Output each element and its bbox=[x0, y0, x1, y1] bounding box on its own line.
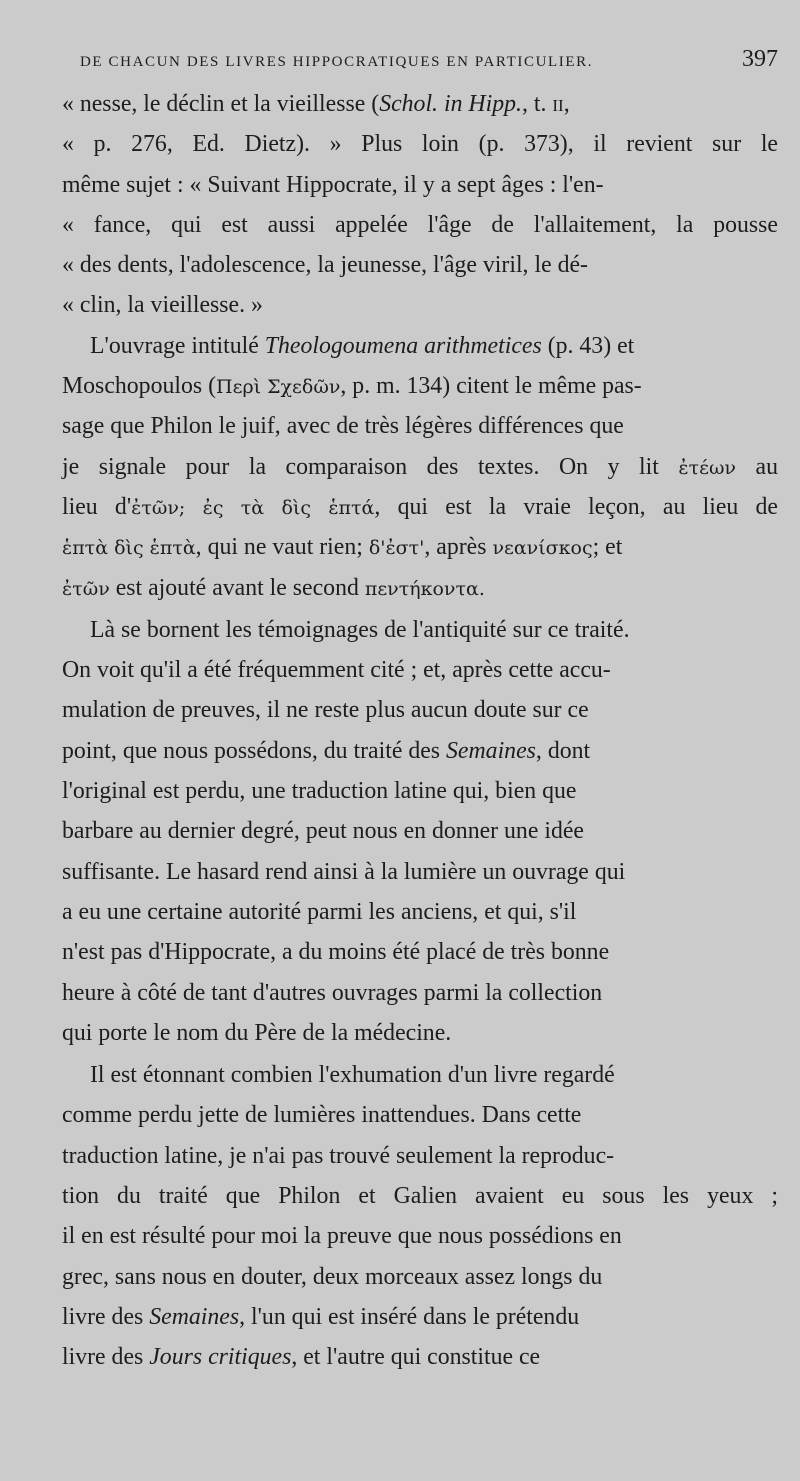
text-line bbox=[62, 1136, 778, 1176]
text-segment: a eu une certaine autorité parmi les anciens, et qui, s'il bbox=[62, 898, 577, 925]
body-text bbox=[62, 84, 778, 1378]
text-line bbox=[62, 852, 778, 892]
text-segment: , après bbox=[424, 534, 487, 561]
text-line bbox=[62, 1176, 778, 1216]
text-line bbox=[62, 487, 778, 527]
text-segment: , l'un qui est inséré dans le prétendu bbox=[239, 1303, 580, 1330]
greek-text: νεανίσκος bbox=[492, 537, 593, 560]
text-line bbox=[62, 932, 778, 972]
italic-title: Schol. in Hipp. bbox=[379, 91, 522, 117]
text-line bbox=[62, 650, 778, 690]
text-segment: comme perdu jette de lumières inattendues. Dans cette bbox=[62, 1102, 582, 1129]
text-segment: sage que Philon le juif, avec de très légères différences que bbox=[62, 413, 624, 440]
greek-text: ἑπτὰ δὶς ἑπτὰ bbox=[62, 537, 196, 560]
text-line bbox=[62, 1297, 778, 1337]
roman-numeral: II bbox=[552, 96, 564, 115]
text-line bbox=[62, 1055, 778, 1095]
text-segment: Moschopoulos ( bbox=[62, 373, 217, 400]
italic-title: Semaines bbox=[149, 1303, 240, 1330]
text-segment: livre des bbox=[62, 1344, 144, 1371]
text-segment: livre des bbox=[62, 1303, 144, 1330]
text-segment: est ajouté avant le second bbox=[115, 574, 359, 601]
greek-text: δ'ἐστ' bbox=[368, 537, 425, 560]
text-line bbox=[62, 568, 778, 608]
text-line bbox=[62, 124, 778, 164]
text-segment: n'est pas d'Hippocrate, a du moins été placé de très bonne bbox=[62, 939, 610, 966]
page-number: 397 bbox=[742, 46, 778, 72]
text-line bbox=[62, 84, 778, 124]
text-line bbox=[62, 973, 778, 1013]
text-segment: « des dents, l'adolescence, la jeunesse, l'âge viril, le dé- bbox=[62, 252, 588, 279]
text-line bbox=[62, 1257, 778, 1297]
text-segment: , dont bbox=[535, 737, 591, 764]
greek-text: ἐτῶν; ἐς τὰ δὶς ἑπτά bbox=[131, 496, 375, 519]
text-segment: , p. m. 134) citent le même pas- bbox=[340, 373, 642, 400]
text-line bbox=[62, 771, 778, 811]
text-segment: « fance, qui est aussi appelée l'âge de l'allaitement, la pousse bbox=[62, 211, 778, 238]
text-line bbox=[62, 1337, 778, 1377]
text-segment: il en est résulté pour moi la preuve que nous possédions en bbox=[62, 1223, 622, 1250]
greek-text: ἐτῶν bbox=[62, 577, 110, 600]
text-segment: point, que nous possédons, du traité des bbox=[62, 737, 441, 764]
text-line bbox=[62, 205, 778, 245]
text-segment: barbare au dernier degré, peut nous en donner une idée bbox=[62, 818, 584, 845]
text-line bbox=[62, 690, 778, 730]
text-segment: même sujet : « Suivant Hippocrate, il y a sept âges : l'en- bbox=[62, 171, 604, 198]
text-line bbox=[62, 811, 778, 851]
italic-title: Theologoumena arithmetices bbox=[264, 332, 542, 359]
text-line bbox=[62, 165, 778, 205]
text-segment: lieu d' bbox=[62, 493, 132, 520]
text-segment: je signale pour la comparaison des textes. On y lit bbox=[62, 453, 659, 480]
text-segment: Là se bornent les témoignages de l'antiquité sur ce traité. bbox=[90, 616, 630, 643]
text-line bbox=[62, 447, 778, 487]
text-segment: mulation de preuves, il ne reste plus aucun doute sur ce bbox=[62, 697, 589, 724]
page-header bbox=[80, 46, 778, 73]
text-segment: , t. bbox=[521, 91, 547, 117]
italic-title: Jours critiques bbox=[149, 1344, 292, 1371]
greek-text: ἐτέων bbox=[678, 456, 736, 479]
text-line bbox=[62, 1013, 778, 1053]
text-segment: suffisante. Le hasard rend ainsi à la lumière un ouvrage qui bbox=[62, 858, 626, 885]
text-segment: « nesse, le déclin et la vieillesse ( bbox=[62, 91, 380, 117]
text-segment: tion du traité que Philon et Galien avaient eu sous les yeux ; bbox=[62, 1183, 778, 1210]
text-segment: l'original est perdu, une traduction latine qui, bien que bbox=[62, 778, 577, 805]
text-segment: qui porte le nom du Père de la médecine. bbox=[62, 1019, 452, 1046]
text-segment: L'ouvrage intitulé bbox=[90, 332, 259, 359]
text-segment: ; et bbox=[592, 534, 623, 561]
text-line bbox=[62, 285, 778, 325]
text-segment: « p. 276, Ed. Dietz). » Plus loin (p. 373), il revient sur le bbox=[62, 131, 778, 158]
text-line bbox=[62, 245, 778, 285]
text-line bbox=[62, 406, 778, 446]
text-segment: , bbox=[563, 91, 570, 117]
text-line bbox=[62, 326, 778, 366]
text-segment: , et l'autre qui constitue ce bbox=[291, 1344, 541, 1371]
text-segment: , qui ne vaut rien; bbox=[195, 534, 363, 561]
text-line bbox=[62, 892, 778, 932]
text-line bbox=[62, 1216, 778, 1256]
greek-text: πεντήκοντα. bbox=[364, 577, 485, 600]
greek-text: Περὶ Σχεδῶν bbox=[216, 376, 341, 399]
text-segment: heure à côté de tant d'autres ouvrages parmi la collection bbox=[62, 979, 603, 1006]
text-segment: traduction latine, je n'ai pas trouvé seulement la reproduc- bbox=[62, 1142, 615, 1169]
running-head: DE CHACUN DES LIVRES HIPPOCRATIQUES EN PARTICULIER. bbox=[80, 54, 594, 70]
text-segment: grec, sans nous en douter, deux morceaux assez longs du bbox=[62, 1263, 603, 1290]
text-segment: (p. 43) et bbox=[547, 332, 635, 359]
text-segment: Il est étonnant combien l'exhumation d'un livre regardé bbox=[90, 1062, 615, 1089]
text-line bbox=[62, 366, 778, 406]
text-line bbox=[62, 610, 778, 650]
text-line bbox=[62, 527, 778, 567]
text-line bbox=[62, 1095, 778, 1135]
text-line bbox=[62, 731, 778, 771]
text-segment: « clin, la vieillesse. » bbox=[62, 292, 263, 319]
text-segment: On voit qu'il a été fréquemment cité ; et, après cette accu- bbox=[62, 657, 611, 684]
text-segment: , qui est la vraie leçon, au lieu de bbox=[374, 493, 778, 520]
italic-title: Semaines bbox=[446, 737, 536, 764]
text-segment: au bbox=[755, 453, 778, 480]
